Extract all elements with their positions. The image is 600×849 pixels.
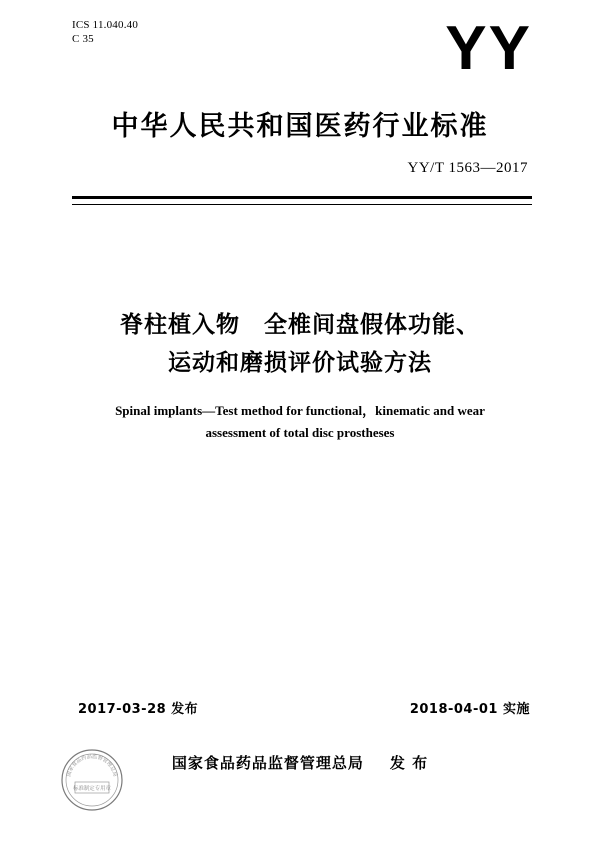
svg-text:国家食品药品监督管理总局: 国家食品药品监督管理总局 (66, 753, 118, 778)
standard-number: YY/T 1563—2017 (407, 160, 528, 176)
divider-thick (72, 196, 532, 199)
title-en-line-1: Spinal implants—Test method for functional，kinematic and wear (115, 403, 485, 418)
title-cn-line-2: 运动和磨损评价试验方法 (168, 350, 432, 376)
official-seal-stamp (60, 748, 124, 812)
document-title-chinese (0, 306, 600, 382)
ics-code: ICS 11.040.40 (72, 19, 139, 31)
document-title-english (90, 400, 510, 444)
title-cn-line-1: 脊柱植入物 全椎间盘假体功能、 (120, 312, 480, 338)
divider-thin (72, 204, 532, 205)
title-en-line-2: assessment of total disc prostheses (205, 425, 395, 440)
ccs-code: C 35 (72, 33, 94, 45)
svg-text:标准制定专用章: 标准制定专用章 (73, 786, 111, 792)
issue-date: 2017-03-28 发布 (78, 702, 199, 717)
yy-logo: YY (445, 14, 532, 83)
issuing-organization-title: 中华人民共和国医药行业标准 (111, 111, 489, 142)
publisher-name: 国家食品药品监督管理总局 (171, 754, 364, 772)
publish-word: 发 布 (389, 754, 429, 772)
implementation-date: 2018-04-01 实施 (409, 702, 530, 717)
ics-classification-block (72, 18, 138, 46)
